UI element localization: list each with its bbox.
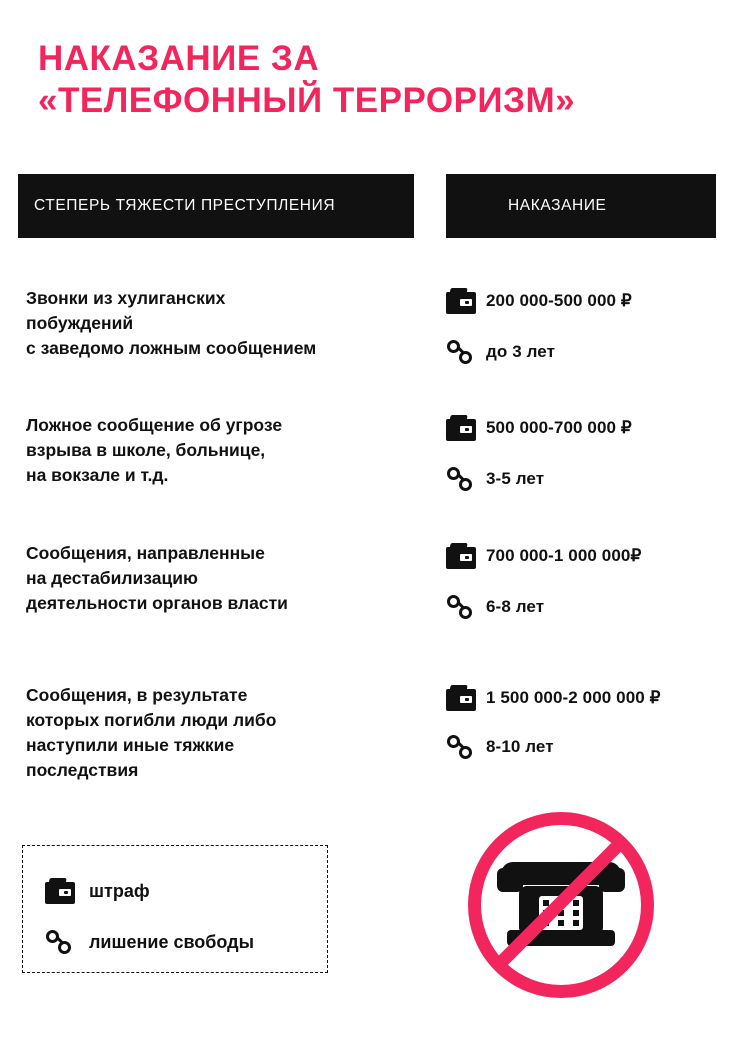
penalty-fine-value: 700 000-1 000 000₽: [486, 546, 642, 565]
penalty-term: [446, 465, 544, 493]
penalty-fine-value: 200 000-500 000 ₽: [486, 291, 632, 310]
crime-line: которых погибли люди либо: [26, 710, 277, 730]
penalty-term: [446, 593, 544, 621]
crime-line: на дестабилизацию: [26, 568, 198, 588]
legend-item-label: лишение свободы: [89, 931, 254, 952]
no-phone-sign: [468, 812, 654, 998]
table-row: [0, 675, 734, 805]
column-header-punishment-label: НАКАЗАНИЕ: [508, 197, 607, 214]
table-row: [0, 533, 734, 643]
crime-line: деятельности органов власти: [26, 593, 288, 613]
crime-line: Сообщения, направленные: [26, 543, 265, 563]
page-title: [38, 38, 698, 122]
crime-line: взрыва в школе, больнице,: [26, 440, 266, 460]
legend-item: [45, 878, 150, 904]
crime-description: [26, 541, 426, 616]
column-header-crime-severity: [18, 174, 414, 238]
crime-line: Звонки из хулиганских: [26, 288, 226, 308]
wallet-icon: [446, 415, 476, 441]
column-header-punishment: [446, 174, 716, 238]
legend-item: [45, 928, 254, 956]
penalty-term: [446, 338, 555, 366]
crime-line: с заведомо ложным сообщением: [26, 338, 317, 358]
penalty-term-value: до 3 лет: [486, 342, 556, 361]
handcuffs-icon: [446, 733, 476, 761]
penalty-fine: [446, 288, 632, 314]
crime-line: Сообщения, в результате: [26, 685, 248, 705]
penalty-term-value: 3-5 лет: [486, 469, 545, 488]
handcuffs-icon: [446, 593, 476, 621]
penalty-term-value: 8-10 лет: [486, 737, 554, 756]
penalty-term-value: 6-8 лет: [486, 597, 545, 616]
penalty-fine-value: 1 500 000-2 000 000 ₽: [486, 688, 661, 707]
handcuffs-icon: [446, 465, 476, 493]
table-row: [0, 405, 734, 515]
handcuffs-icon: [446, 338, 476, 366]
crime-line: последствия: [26, 760, 139, 780]
legend-item-label: штраф: [89, 880, 150, 901]
penalty-fine: [446, 415, 632, 441]
penalty-fine-value: 500 000-700 000 ₽: [486, 418, 632, 437]
table-row: [0, 278, 734, 388]
title-line-1: НАКАЗАНИЕ ЗА: [38, 39, 320, 78]
legend-box: [22, 845, 328, 973]
crime-line: Ложное сообщение об угрозе: [26, 415, 283, 435]
wallet-icon: [446, 288, 476, 314]
crime-description: [26, 286, 426, 361]
handcuffs-icon: [45, 928, 75, 956]
wallet-icon: [446, 685, 476, 711]
column-header-crime-severity-label: СТЕПЕРЬ ТЯЖЕСТИ ПРЕСТУПЛЕНИЯ: [34, 197, 336, 214]
crime-description: [26, 413, 426, 488]
penalty-fine: [446, 543, 641, 569]
penalty-term: [446, 733, 554, 761]
penalty-fine: [446, 685, 661, 711]
wallet-icon: [446, 543, 476, 569]
crime-line: наступили иные тяжкие: [26, 735, 235, 755]
title-line-2: «ТЕЛЕФОННЫЙ ТЕРРОРИЗМ»: [38, 81, 576, 120]
crime-description: [26, 683, 426, 783]
crime-line: побуждений: [26, 313, 134, 333]
wallet-icon: [45, 878, 75, 904]
crime-line: на вокзале и т.д.: [26, 465, 169, 485]
